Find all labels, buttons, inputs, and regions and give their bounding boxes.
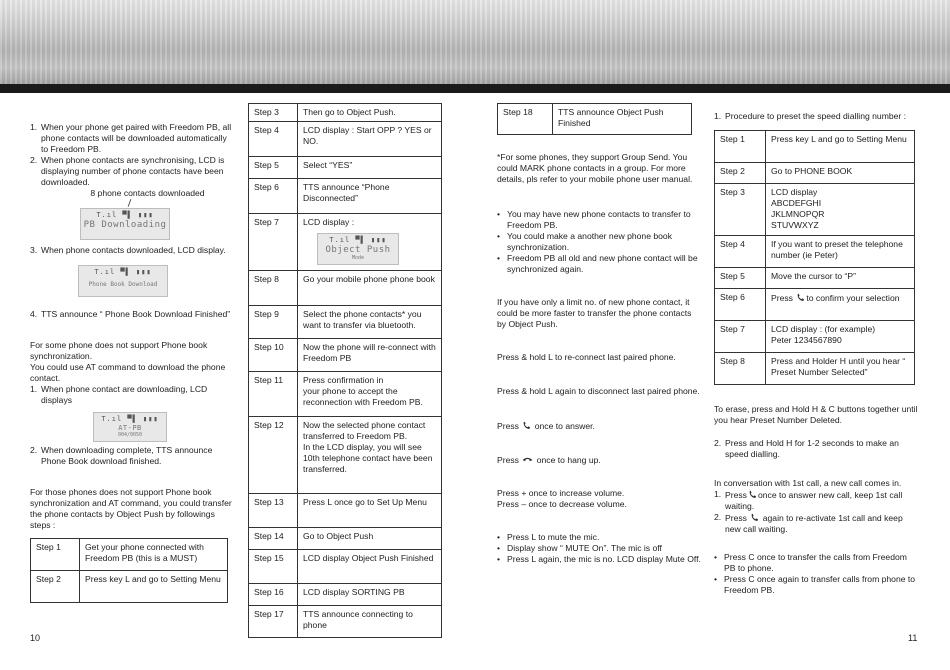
table-row: Step 3 Then go to Object Push. bbox=[249, 104, 442, 122]
list-item: • Press C once again to transfer calls from phone to Freedom PB. bbox=[714, 574, 919, 596]
table-row: Step 17 TTS announce connecting to phone bbox=[249, 606, 442, 638]
lcd-display-at-pb: T.ıl ▀▌ ▮▮▮ AT-PB 004/0050 bbox=[93, 412, 167, 442]
table-row: Step 14 Go to Object Push bbox=[249, 528, 442, 550]
object-push-paragraph: For those phones does not support Phone book synchronization and AT command, you could transfer the phone contacts by Object Push by followings steps : bbox=[30, 487, 232, 530]
phone-answer-icon bbox=[748, 490, 757, 499]
table-row: Step 5 Move the cursor to “P” bbox=[715, 268, 915, 289]
table-row: Step 4 If you want to preset the telephone number (ie Peter) bbox=[715, 236, 915, 268]
table-row: Step 1 Press key L and go to Setting Menu bbox=[715, 131, 915, 163]
list-item: • You could make a another new phone book synchronization. bbox=[497, 231, 702, 253]
phone-answer-icon bbox=[750, 513, 759, 522]
table-row: Step 13 Press L once go to Set Up Menu bbox=[249, 494, 442, 528]
conversation-paragraph: In conversation with 1st call, a new call comes in. bbox=[714, 478, 902, 488]
pairing-list bbox=[30, 122, 235, 188]
hangup-paragraph: Press once to hang up. bbox=[497, 455, 601, 465]
table-row: Step 1 Get your phone connected with Freedom PB (this is a MUST) bbox=[31, 539, 228, 571]
list-item: 1. When your phone get paired with Freedom PB, all phone contacts will be downloaded automatically to Freedom PB. bbox=[30, 122, 232, 154]
status-icons: T.ıl ▀▌ ▮▮▮ bbox=[101, 415, 159, 423]
pointer-line bbox=[30, 199, 235, 205]
list-item: 1. When phone contact are downloading, LCD displays bbox=[30, 384, 208, 405]
table-row: Step 8 Press and Holder H until you hear “ Preset Number Selected” bbox=[715, 353, 915, 385]
header-bar bbox=[0, 84, 950, 93]
list-item: • Press L to mute the mic. bbox=[497, 532, 702, 543]
phone-answer-icon bbox=[522, 421, 531, 430]
list-item: 1. Procedure to preset the speed dialling number : bbox=[714, 111, 907, 121]
table-row: Step 3 LCD display ABCDEFGHI JKLMNOPQR STUVWXYZ bbox=[715, 184, 915, 236]
group-send-note: *For some phones, they support Group Send. You could MARK phone contacts in a group. For more details, pls refer to your mobile phone user manual. bbox=[497, 152, 693, 184]
list-item: 4. TTS announce “ Phone Book Download Finished” bbox=[30, 309, 231, 319]
table-row: Step 6 TTS announce “Phone Disconnected” bbox=[249, 179, 442, 214]
page-number-right: 11 bbox=[908, 633, 918, 643]
list-item: • Press L again, the mic is no. LCD display Mute Off. bbox=[497, 554, 702, 565]
steps-table-2 bbox=[248, 103, 442, 638]
speed-dial-steps-table bbox=[714, 130, 915, 385]
table-row: Step 18 TTS announce Object Push Finished bbox=[498, 104, 692, 135]
table-row: Step 2 Press key L and go to Setting Menu bbox=[31, 571, 228, 603]
lcd-caption: 8 phone contacts downloaded bbox=[90, 188, 205, 198]
list-item: 2. Press and Hold H for 1-2 seconds to make an speed dialling. bbox=[714, 438, 899, 459]
table-row: Step 10 Now the phone will re-connect with Freedom PB bbox=[249, 339, 442, 372]
column-2 bbox=[248, 103, 442, 638]
table-row: Step 2 Go to PHONE BOOK bbox=[715, 163, 915, 184]
sync-bullets bbox=[497, 209, 702, 275]
mute-bullets bbox=[497, 532, 702, 565]
answer-paragraph: Press once to answer. bbox=[497, 421, 595, 431]
table-row: Step 9 Select the phone contacts* you want to transfer via bluetooth. bbox=[249, 306, 442, 339]
list-item: 2. When downloading complete, TTS announce Phone Book download finished. bbox=[30, 445, 213, 466]
status-icons: T.ıl ▀▌ ▮▮▮ bbox=[329, 236, 387, 244]
page-number-left: 10 bbox=[30, 633, 41, 643]
status-icons: T.ıl ▀▌ ▮▮▮ bbox=[96, 211, 154, 219]
list-item: 2. Press again to re-activate 1st call and keep new call waiting. bbox=[714, 512, 903, 534]
list-item: • Press C once to transfer the calls from Freedom PB to phone. bbox=[714, 552, 919, 574]
table-row: Step 8 Go your mobile phone phone book bbox=[249, 271, 442, 306]
list-item: 2. When phone contacts are synchronising, LCD is displaying number of phone contacts have been downloaded. bbox=[30, 155, 225, 187]
list-item: • Freedom PB all old and new phone contact will be synchronized again. bbox=[497, 253, 702, 275]
disconnect-paragraph: Press & hold L again to disconnect last paired phone. bbox=[497, 386, 700, 396]
list-item: 1. Press once to answer new call, keep 1st call waiting. bbox=[714, 489, 903, 511]
lcd-display-pb-downloading: T.ıl ▀▌ ▮▮▮ PB Downloading bbox=[80, 208, 170, 240]
limit-paragraph: If you have only a limit no. of new phone contact, it could be more faster to transfer the phone contacts by Object Push. bbox=[497, 297, 692, 329]
erase-paragraph: To erase, press and Hold H & C buttons together until you hear Preset Number Deleted. bbox=[714, 404, 918, 425]
phone-hangup-icon bbox=[522, 455, 533, 464]
status-icons: T.ıl ▀▌ ▮▮▮ bbox=[94, 268, 152, 276]
table-row: Step 11 Press confirmation in your phone to accept the reconnection with Freedom PB. bbox=[249, 372, 442, 417]
at-command-paragraph: For some phone does not support Phone book synchronization. You could use AT command to download the phone contact. bbox=[30, 340, 226, 383]
table-row: Step 6 Press to confirm your selection bbox=[715, 289, 915, 321]
column-4 bbox=[714, 111, 919, 596]
lcd-display-phone-book-download: T.ıl ▀▌ ▮▮▮ Phone Book Download bbox=[78, 265, 168, 297]
list-item: • Display show “ MUTE On”. The mic is off bbox=[497, 543, 702, 554]
table-row: Step 7 LCD display : (for example) Peter 1234567890 bbox=[715, 321, 915, 353]
reconnect-paragraph: Press & hold L to re-connect last paired phone. bbox=[497, 352, 676, 362]
header-band bbox=[0, 0, 950, 84]
steps-table-3 bbox=[497, 103, 692, 135]
table-row: Step 5 Select “YES” bbox=[249, 157, 442, 179]
steps-table-1 bbox=[30, 538, 228, 603]
transfer-bullets bbox=[714, 552, 919, 596]
table-row: Step 15 LCD display Object Push Finished bbox=[249, 550, 442, 584]
lcd-display-object-push: T.ıl ▀▌ ▮▮▮ Object Push Mode bbox=[317, 233, 399, 265]
table-row: Step 4 LCD display : Start OPP ? YES or NO. bbox=[249, 122, 442, 157]
volume-paragraph: Press + once to increase volume. Press – once to decrease volume. bbox=[497, 488, 627, 509]
list-item: • You may have new phone contacts to transfer to Freedom PB. bbox=[497, 209, 702, 231]
column-1 bbox=[30, 122, 235, 603]
table-row: Step 7 LCD display : T.ıl ▀▌ ▮▮▮ Object Push Mode bbox=[249, 214, 442, 271]
list-item: 3. When phone contacts downloaded, LCD display. bbox=[30, 245, 226, 255]
table-row: Step 12 Now the selected phone contact transferred to Freedom PB. In the LCD display, you will see 10th telephone contact have been transferred. bbox=[249, 417, 442, 494]
phone-answer-icon bbox=[796, 293, 805, 302]
column-3 bbox=[497, 103, 702, 565]
table-row: Step 16 LCD display SORTING PB bbox=[249, 584, 442, 606]
